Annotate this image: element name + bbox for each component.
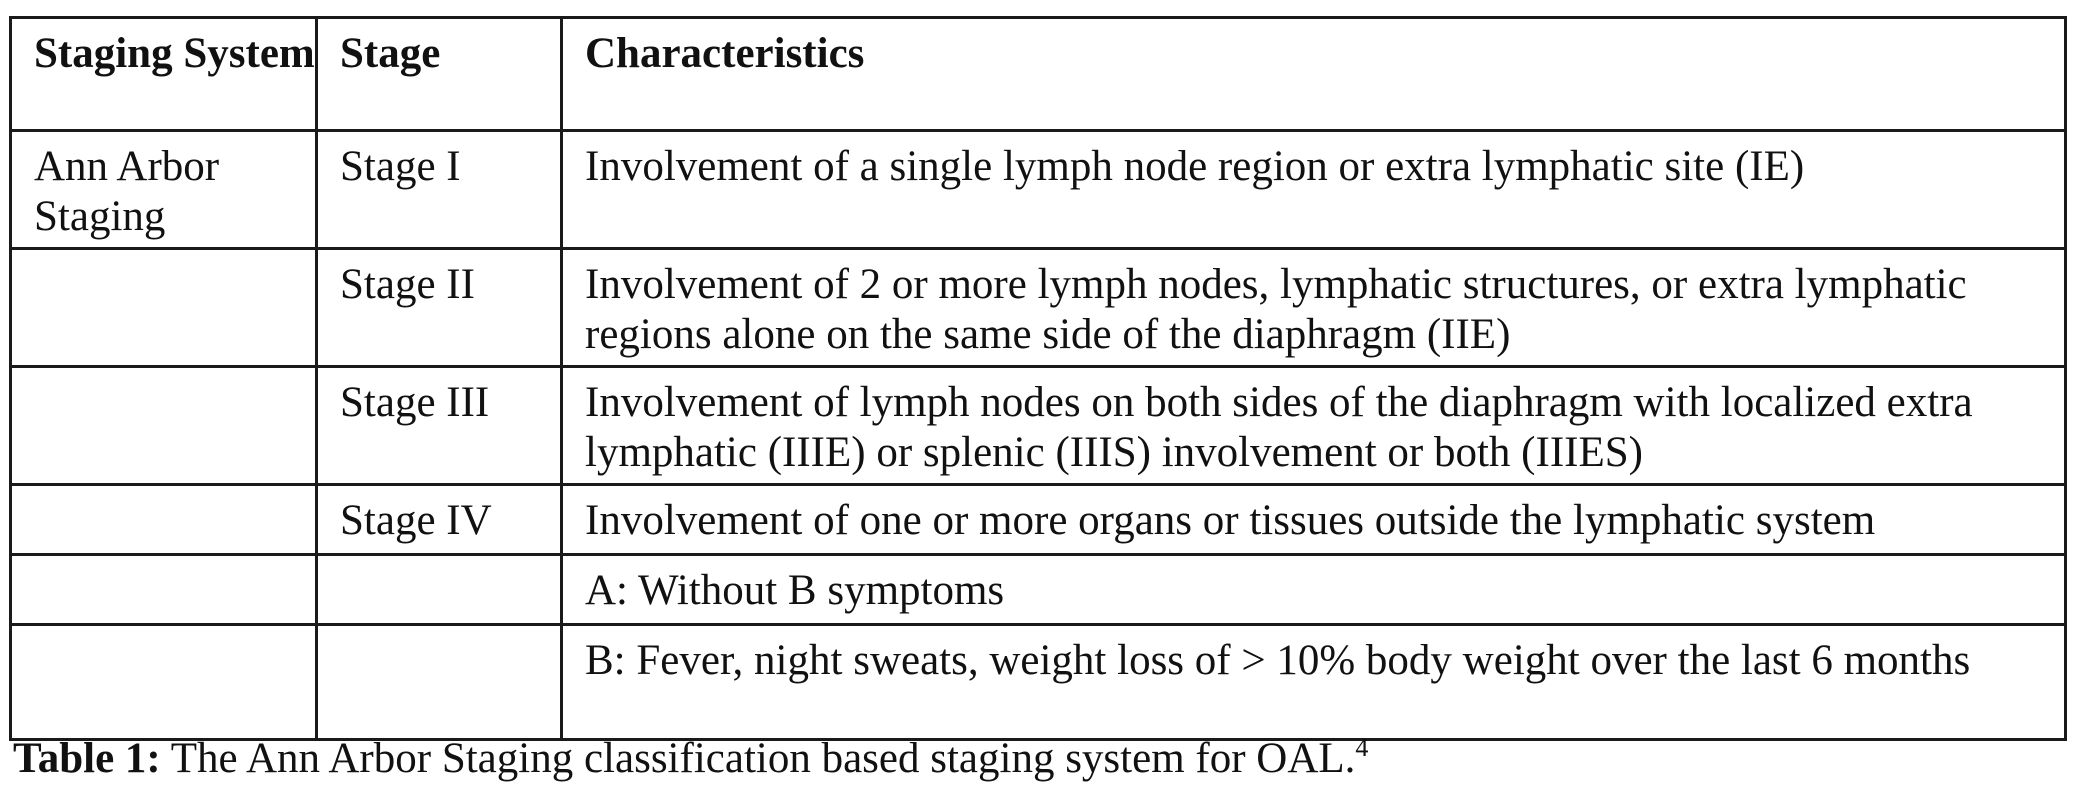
cell-characteristics: Involvement of 2 or more lymph nodes, lymphatic structures, or extra lymphatic regions alone on the same side of the diaphragm (IIE) bbox=[562, 249, 2066, 367]
cell-staging-system bbox=[11, 485, 317, 555]
table-row bbox=[11, 367, 2066, 485]
caption-reference: 4 bbox=[1355, 733, 1369, 762]
cell-stage: Stage III bbox=[317, 367, 562, 485]
table-row bbox=[11, 625, 2066, 740]
cell-stage: Stage II bbox=[317, 249, 562, 367]
table-row bbox=[11, 485, 2066, 555]
cell-stage bbox=[317, 625, 562, 740]
cell-staging-system bbox=[11, 555, 317, 625]
cell-staging-system bbox=[11, 625, 317, 740]
staging-table-container bbox=[9, 16, 2064, 741]
cell-characteristics: Involvement of lymph nodes on both sides of the diaphragm with localized extra lymphatic (IIIE) or splenic (IIIS) involvement or both (IIIES) bbox=[562, 367, 2066, 485]
caption-text: The Ann Arbor Staging classification based staging system for OAL. bbox=[160, 735, 1356, 782]
cell-characteristics: Involvement of one or more organs or tissues outside the lymphatic system bbox=[562, 485, 2066, 555]
cell-characteristics: B: Fever, night sweats, weight loss of > 10% body weight over the last 6 months bbox=[562, 625, 2066, 740]
cell-stage bbox=[317, 555, 562, 625]
cell-staging-system: Ann Arbor Staging bbox=[11, 131, 317, 249]
cell-stage: Stage IV bbox=[317, 485, 562, 555]
header-characteristics: Characteristics bbox=[562, 18, 2066, 131]
staging-table bbox=[9, 16, 2067, 741]
caption-label: Table 1: bbox=[13, 735, 161, 782]
cell-characteristics: A: Without B symptoms bbox=[562, 555, 2066, 625]
table-caption bbox=[13, 731, 1368, 787]
table-row bbox=[11, 131, 2066, 249]
cell-characteristics: Involvement of a single lymph node region or extra lymphatic site (IE) bbox=[562, 131, 2066, 249]
cell-staging-system bbox=[11, 367, 317, 485]
cell-stage: Stage I bbox=[317, 131, 562, 249]
table-row bbox=[11, 555, 2066, 625]
table-row bbox=[11, 249, 2066, 367]
cell-staging-system bbox=[11, 249, 317, 367]
header-stage: Stage bbox=[317, 18, 562, 131]
header-staging-system: Staging System bbox=[11, 18, 317, 131]
table-header-row bbox=[11, 18, 2066, 131]
